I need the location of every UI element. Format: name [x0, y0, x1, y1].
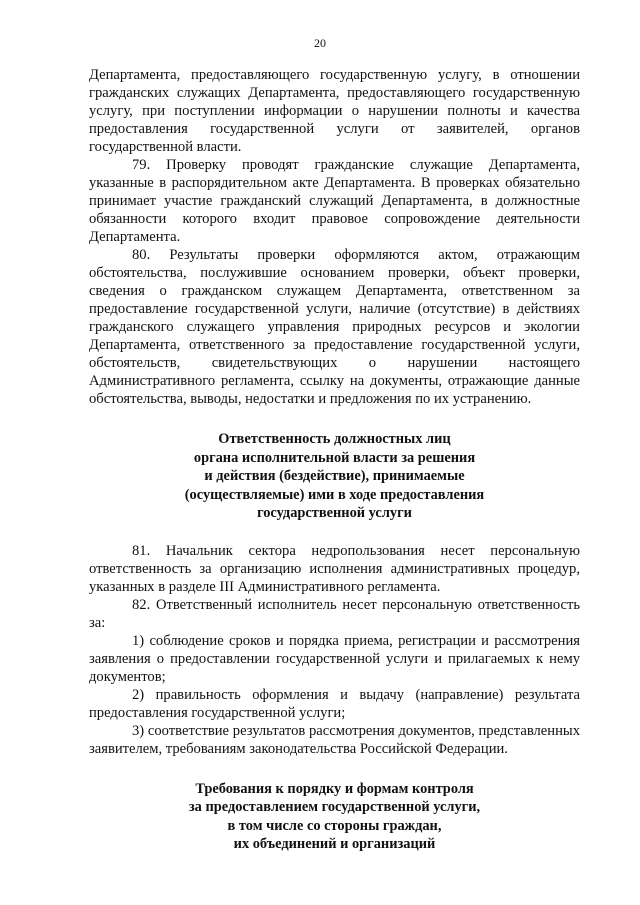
heading-line: государственной услуги — [257, 505, 412, 521]
heading-line: (осуществляемые) ими в ходе предоставления — [184, 486, 485, 503]
page-number: 20 — [314, 36, 326, 50]
section-heading-control — [89, 780, 580, 854]
document-body — [89, 66, 580, 854]
paragraph-80: 80. Результаты проверки оформляются актом, отражающим обстоятельства, послужившие основанием проверки, объект проверки, сведения о гражданском служащем Департамента, ответственном за предоставление государственной услуги, наличие (отсутствие) в действиях гражданского служащего управления природных ресурсов и экологии Департамента, ответственного за предоставление государственной услуги, обстоятельств, свидетельствующих о нарушении настоящего Административного регламента, ссылку на документы, отражающие данные обстоятельства, выводы, недостатки и предложения по их устранению. — [89, 247, 580, 407]
heading-line: Требования к порядку и формам контроля — [195, 780, 474, 797]
list-item-3: 3) соответствие результатов рассмотрения документов, представленных заявителем, требованиям законодательства Российской Федерации. — [89, 722, 580, 757]
heading-line: и действия (бездействие), принимаемые — [204, 468, 465, 484]
heading-line: за предоставлением государственной услуги, — [188, 799, 481, 815]
paragraph-81: 81. Начальник сектора недропользования несет персональную ответственность за организацию исполнения административных процедур, указанных в разделе III Административного регламента. — [89, 542, 580, 595]
heading-line: органа исполнительной власти за решения — [193, 449, 476, 466]
paragraph-82: 82. Ответственный исполнитель несет персональную ответственность за: — [89, 596, 580, 631]
section-heading-responsibility — [89, 430, 580, 523]
heading-line: в том числе со стороны граждан, — [227, 817, 442, 834]
heading-line: их объединений и организаций — [233, 836, 436, 852]
paragraph-continuation: Департамента, предоставляющего государственную услугу, в отношении гражданских служащих Департамента, предоставляющего государственную услугу, при поступлении информации о нарушении полноты и качества предоставления государственной услуги от заявителей, органов государственной власти. — [89, 67, 580, 155]
paragraph-79: 79. Проверку проводят гражданские служащие Департамента, указанные в распорядительном акте Департамента. В проверках обязательно принимает участие гражданский служащий Департамента, в должностные обязанности которого входит правовое сопровождение деятельности Департамента. — [89, 157, 580, 245]
heading-line: Ответственность должностных лиц — [218, 431, 451, 447]
list-item-2: 2) правильность оформления и выдачу (направление) результата предоставления государственной услуги; — [89, 686, 580, 721]
list-item-1: 1) соблюдение сроков и порядка приема, регистрации и рассмотрения заявления о предоставлении государственной услуги и прилагаемых к нему документов; — [89, 632, 580, 685]
